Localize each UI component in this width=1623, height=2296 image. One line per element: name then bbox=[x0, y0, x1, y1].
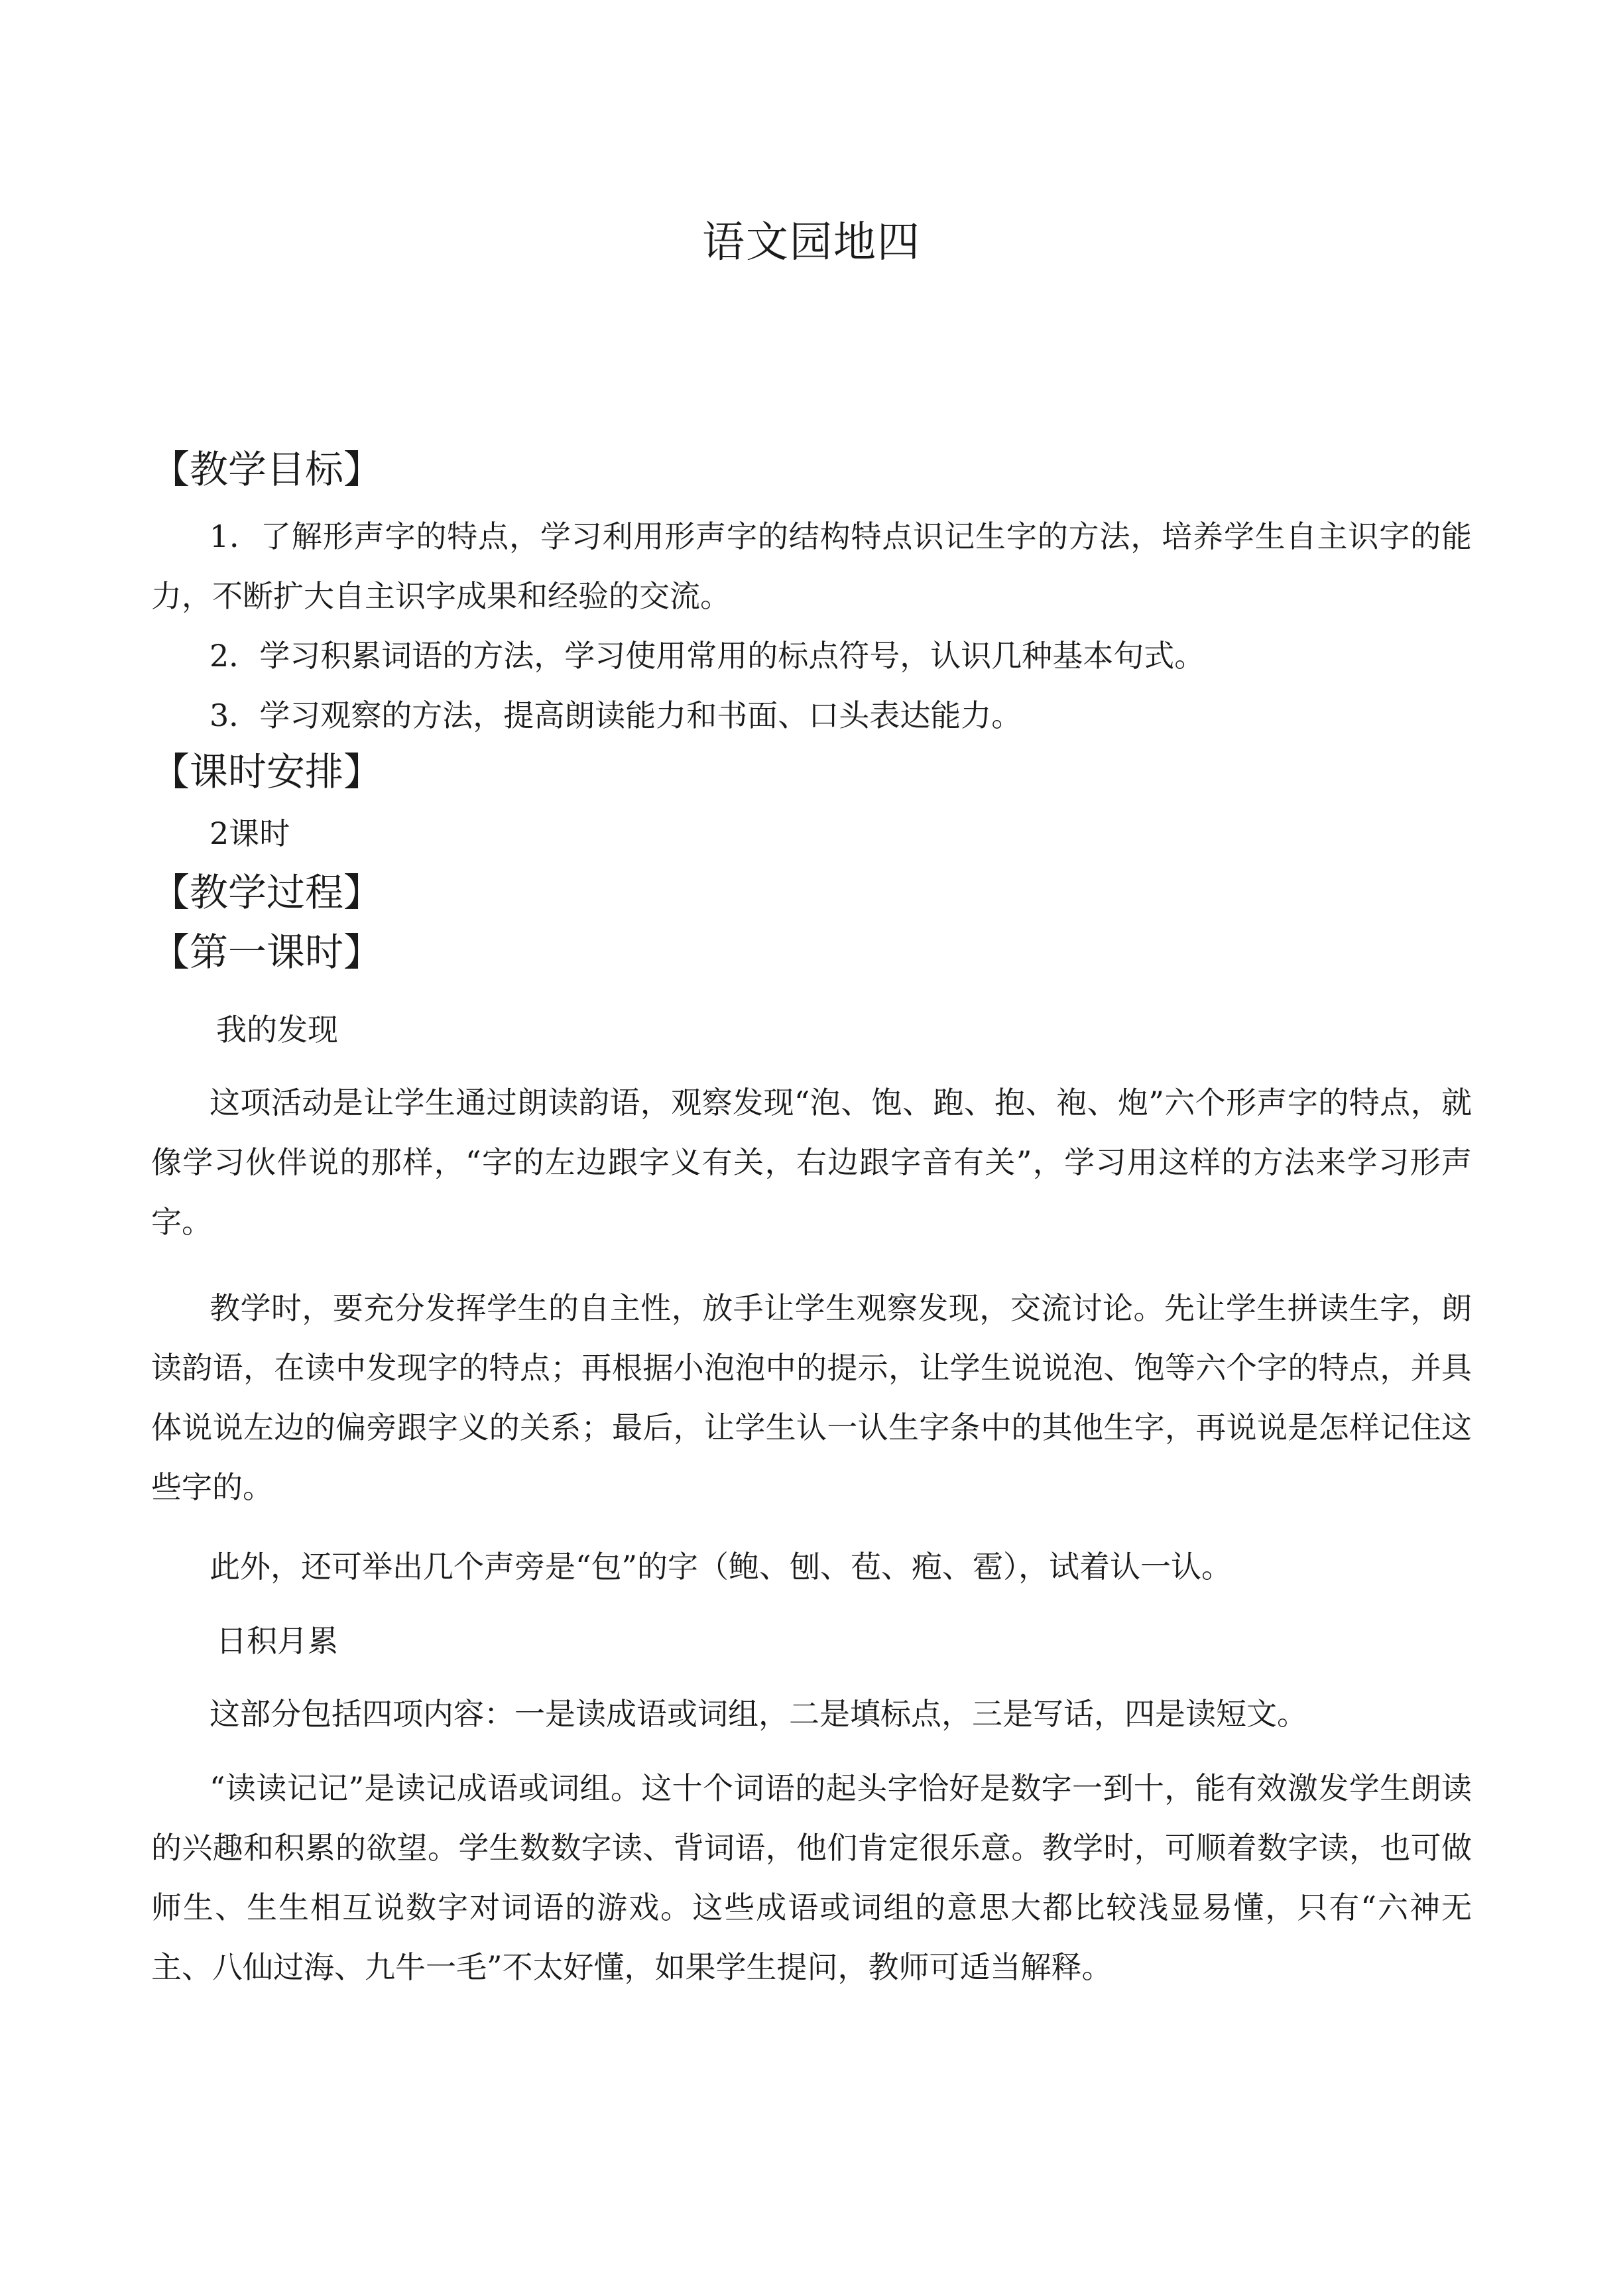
discovery-title: 我的发现 bbox=[216, 1012, 338, 1048]
schedule-text: 2课时 bbox=[210, 816, 290, 851]
objectives-heading: 【教学目标】 bbox=[151, 447, 383, 492]
accumulation-paragraph-1: 这部分包括四项内容：一是读成语或词组，二是填标点，三是写话，四是读短文。 bbox=[210, 1696, 1307, 1732]
discovery-paragraph-2: 教学时，要充分发挥学生的自主性，放手让学生观察发现，交流讨论。先让学生拼读生字，朗读韵语，在读中发现字的特点；再根据小泡泡中的提示，让学生说说泡、饱等六个字的特点，并具体说说左边的偏旁跟字义的关系；最后，让学生认一认生字条中的其他生字，再说说是怎样记住这些字的。 bbox=[151, 1290, 1472, 1505]
process-heading: 【教学过程】 bbox=[151, 870, 383, 915]
discovery-paragraph-1: 这项活动是让学生通过朗读韵语，观察发现“泡、饱、跑、抱、袍、炮”六个形声字的特点，就像学习伙伴说的那样，“字的左边跟字义有关，右边跟字音有关”，学习用这样的方法来学习形声字。 bbox=[151, 1085, 1472, 1240]
accumulation-paragraph-2: “读读记记”是读记成语或词组。这十个词语的起头字恰好是数字一到十，能有效激发学生朗读的兴趣和积累的欲望。学生数数字读、背词语，他们肯定很乐意。教学时，可顺着数字读，也可做师生、生生相互说数字对词语的游戏。这些成语或词组的意思大都比较浅显易懂，只有“六神无主、八仙过海、九牛一毛”不太好懂，如果学生提问，教师可适当解释。 bbox=[151, 1770, 1472, 1985]
objective-item-2: 2．学习积累词语的方法，学习使用常用的标点符号，认识几种基本句式。 bbox=[210, 638, 1205, 674]
accumulation-title: 日积月累 bbox=[216, 1623, 338, 1659]
document-title: 语文园地四 bbox=[702, 218, 921, 267]
lesson1-heading: 【第一课时】 bbox=[151, 930, 383, 975]
discovery-paragraph-3: 此外，还可举出几个声旁是“包”的字（鲍、刨、苞、疱、雹），试着认一认。 bbox=[210, 1549, 1232, 1585]
schedule-heading: 【课时安排】 bbox=[151, 749, 383, 794]
objective-item-3: 3．学习观察的方法，提高朗读能力和书面、口头表达能力。 bbox=[210, 697, 1022, 733]
objective-item-1: 1．了解形声字的特点，学习利用形声字的结构特点识记生字的方法，培养学生自主识字的能力，不断扩大自主识字成果和经验的交流。 bbox=[151, 518, 1472, 614]
